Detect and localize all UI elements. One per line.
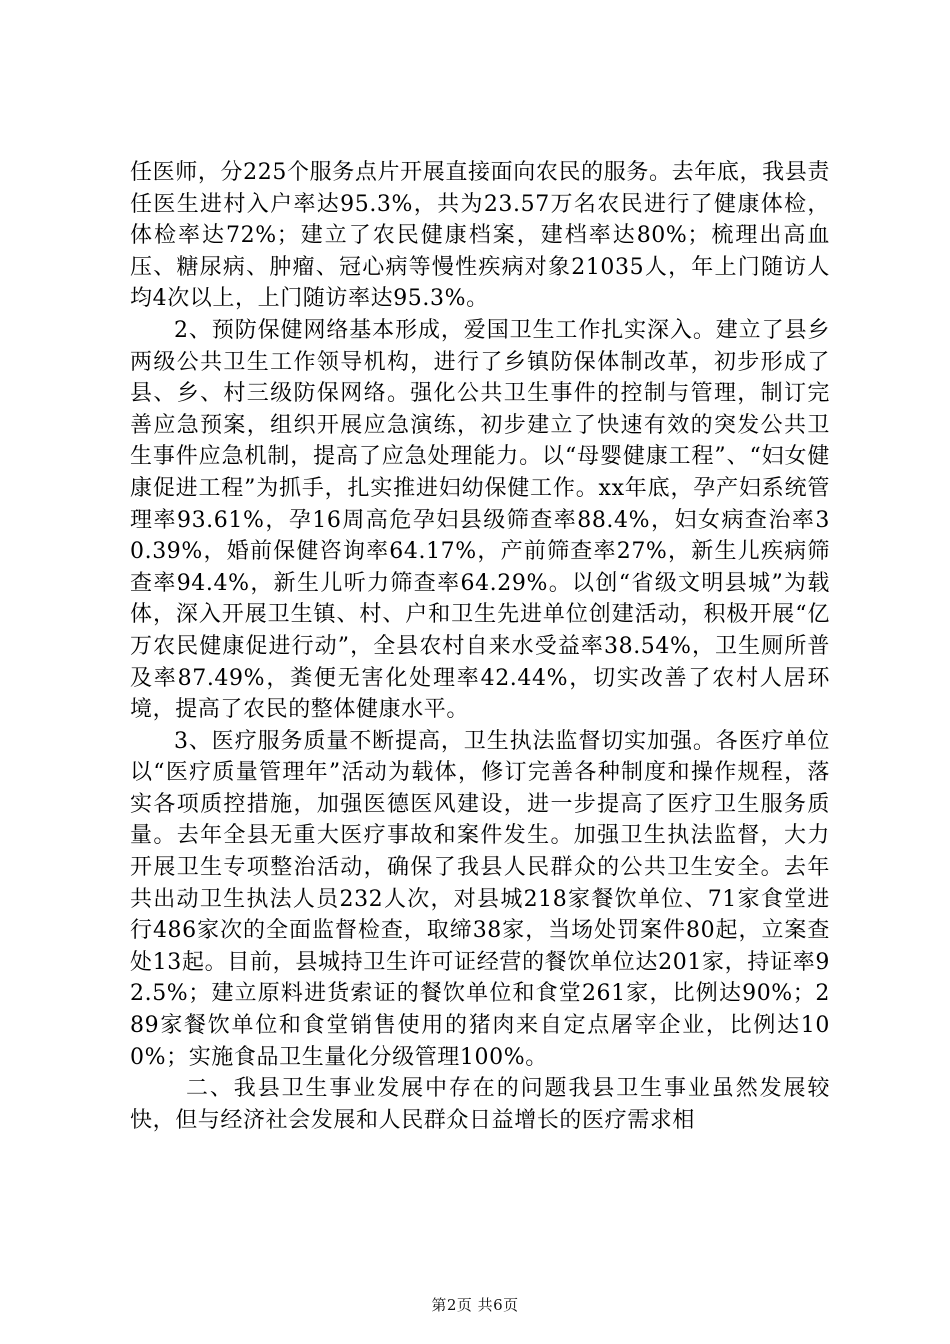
page-number-footer: 第2页 共6页 xyxy=(431,1296,519,1314)
document-body xyxy=(130,157,830,1136)
paragraph-medical-quality: 3、医疗服务质量不断提高，卫生执法监督切实加强。各医疗单位以“医疗质量管理年”活动为载体，修订完善各种制度和操作规程，落实各项质控措施，加强医德医风建设，进一步提高了医疗卫生服务质量。去年全县无重大医疗事故和案件发生。加强卫生执法监督，大力开展卫生专项整治活动，确保了我县人民群众的公共卫生安全。去年共出动卫生执法人员232人次，对县城218家餐饮单位、71家食堂进行486家次的全面监督检查，取缔38家，当场处罚案件80起，立案查处13起。目前，县城持卫生许可证经营的餐饮单位达201家，持证率92.5%；建立原料进货索证的餐饮单位和食堂261家，比例达90%；289家餐饮单位和食堂销售使用的猪肉来自定点屠宰企业，比例达100%；实施食品卫生量化分级管理100%。 xyxy=(130,728,830,1070)
paragraph-preventive-care: 2、预防保健网络基本形成，爱国卫生工作扎实深入。建立了县乡两级公共卫生工作领导机构，进行了乡镇防保体制改革，初步形成了县、乡、村三级防保网络。强化公共卫生事件的控制与管理，制订完善应急预案，组织开展应急演练，初步建立了快速有效的突发公共卫生事件应急机制，提高了应急处理能力。以“母婴健康工程”、“妇女健康促进工程”为抓手，扎实推进妇幼保健工作。xx年底，孕产妇系统管理率93.61%，孕16周高危孕妇县级筛查率88.4%，妇女病查治率30.39%，婚前保健咨询率64.17%，产前筛查率27%，新生儿疾病筛查率94.4%，新生儿听力筛查率64.29%。以创“省级文明县城”为载体，深入开展卫生镇、村、户和卫生先进单位创建活动，积极开展“亿万农民健康促进行动”，全县农村自来水受益率38.54%，卫生厕所普及率87.49%，粪便无害化处理率42.44%，切实改善了农村人居环境，提高了农民的整体健康水平。 xyxy=(130,317,830,723)
paragraph-continuation: 任医师，分225个服务点片开展直接面向农民的服务。去年底，我县责任医生进村入户率达95.3%，共为23.57万名农民进行了健康体检，体检率达72%；建立了农民健康档案，建档率达80%；梳理出高血压、糖尿病、肿瘤、冠心病等慢性疾病对象21035人，年上门随访人均4次以上，上门随访率达95.3%。 xyxy=(130,160,830,312)
paragraph-section-two-heading: 二、我县卫生事业发展中存在的问题我县卫生事业虽然发展较快，但与经济社会发展和人民群众日益增长的医疗需求相 xyxy=(130,1076,830,1133)
